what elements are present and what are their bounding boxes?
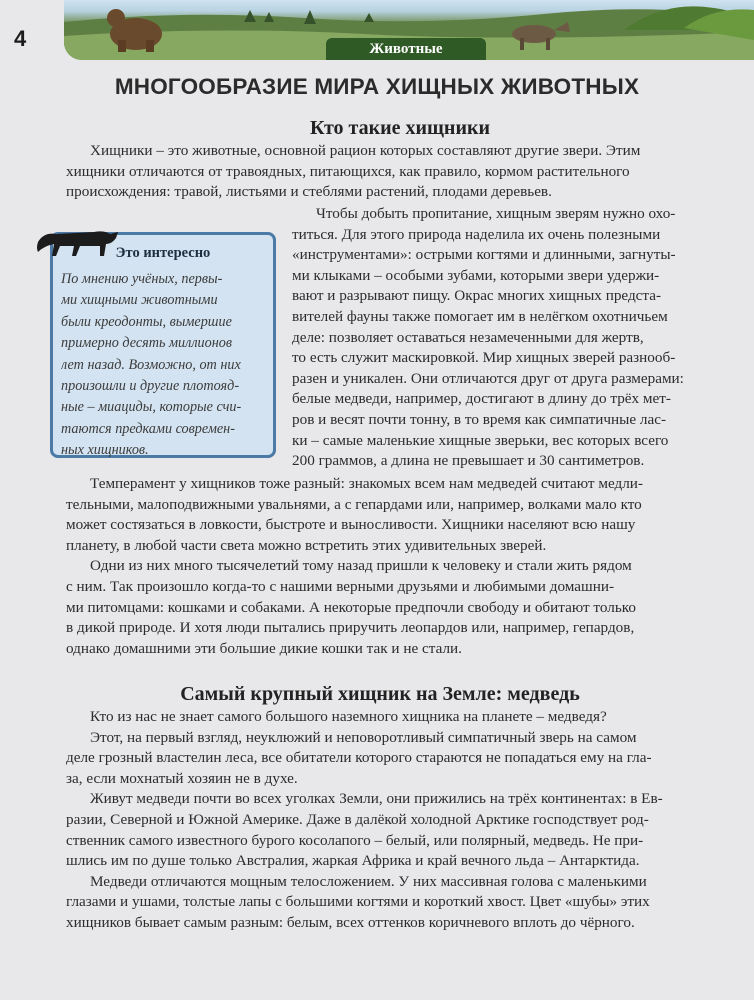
text-line: то есть служит маскировкой. Мир хищных зверей разнооб- [292,349,676,367]
text-line: лет назад. Возможно, от них [61,356,241,373]
text-line: Кто из нас не знает самого большого наземного хищника на планете – медведя? [90,708,607,725]
text-line: шлись им по душе только Австралия, жаркая Африка и край вечного льда – Антарктида. [66,852,640,870]
fact-box-title: Это интересно [115,245,211,261]
header-banner [64,0,754,60]
text-line: По мнению учёных, первы- [61,271,223,287]
text-line: ми хищными животными [61,292,218,309]
text-line: титься. Для этого природа наделила их очень полезными [292,225,661,243]
body-paragraph [66,474,740,659]
column-paragraph [292,204,740,472]
text-line: тельными, малоподвижными увальнями, а с гепардами или, например, волками мало кто [66,495,642,513]
text-line: разии, Северной и Южной Америке. Даже в далёкой холодной Арктике господствует род- [66,810,649,828]
text-line: ки – самые маленькие хищные зверьки, вес которых всего [292,431,669,449]
text-line: ных хищников. [61,442,149,459]
text-line: ми клыками – особыми зубами, которыми звери удержи- [292,266,660,284]
interesting-fact-box [50,232,276,458]
text-line: Чтобы добыть пропитание, хищным зверям нужно охо- [316,205,676,222]
text-line: в дикой природе. И хотя люди пытались приручить леопардов или, например, гепардов, [66,619,635,637]
text-line: белые медведи, например, достигают в длину до трёх мет- [292,390,671,408]
text-line: вают и разрывают пищу. Окрас многих хищных предста- [292,287,662,305]
text-line: деле грозный властелин леса, все обитатели которого стараются не попадаться ему на гла- [66,749,652,767]
section-heading-predators: Кто такие хищники [309,117,491,139]
text-line: Одни из них много тысячелетий тому назад пришли к человеку и стали жить рядом [90,557,632,575]
text-line: таются предками современ- [61,420,235,437]
intro-paragraph [66,141,740,203]
text-line: ров и весят почти тонну, в то время как симпатичные лас- [292,410,667,428]
text-line: деле: позволяет оставаться незамеченными для жертв, [292,328,644,346]
text-line: Хищники – это животные, основной рацион которых составляют другие звери. Этим [90,142,641,159]
text-line: 200 граммов, а длина не превышает и 30 сантиметров. [292,452,645,470]
text-line: произошли и другие плотояд- [61,377,240,394]
text-line: хищники отличаются от травоядных, питающихся, как правило, кормом растительного [66,162,630,180]
text-line: примерно десять миллионов [61,335,233,352]
text-line: однако домашними эти большие дикие кошки так и не стали. [66,639,462,657]
text-line: Медведи отличаются мощным телосложением. У них массивная голова с маленькими [90,872,647,890]
text-line: Живут медведи почти во всех уголках Земли, они прижились на трёх континентах: в Ев- [90,790,663,808]
bear-paragraph [66,707,740,934]
text-line: Этот, на первый взгляд, неуклюжий и неповоротливый симпатичный зверь на самом [90,728,637,746]
page-number: 4 [14,26,27,51]
text-line: Темперамент у хищников тоже разный: знакомых всем нам медведей считают медли- [90,475,643,492]
text-line: глазами и ушами, толстые лапы с большими когтями и короткий хвост. Цвет «шубы» этих [66,893,650,911]
text-line: хищников бывает самым разным: белым, всех оттенков коричневого вплоть до чёрного. [66,913,635,931]
text-line: разен и уникален. Они отличаются друг от друга размерами: [292,369,684,387]
text-line: ные – миациды, которые счи- [61,399,242,416]
section-heading-bear: Самый крупный хищник на Земле: медведь [180,683,580,705]
section-label: Животные [326,38,486,60]
text-line: «инструментами»: острыми когтями и длинными, загнуты- [292,246,676,264]
panther-silhouette-icon [34,222,122,258]
text-line: за, если мохнатый хозяин не в духе. [66,769,298,787]
text-line: ми питомцами: кошками и собаками. А некоторые предпочли свободу и обитают только [66,598,636,616]
text-line: были креодонты, вымершие [61,313,232,330]
text-line: происхождения: травой, листьями и стеблями растений, плодами деревьев. [66,183,552,201]
page-title: МНОГООБРАЗИЕ МИРА ХИЩНЫХ ЖИВОТНЫХ [114,74,640,99]
text-line: планету, в любой части света можно встретить этих удивительных зверей. [66,536,547,554]
text-line: вителей фауны также помогает им в нелёгком охотничьем [292,307,668,325]
text-line: с ним. Так произошло когда-то с нашими верными друзьями и любимыми домашни- [66,577,615,595]
text-line: ственник самого известного бурого косолапого – белый, или полярный, медведь. Не при- [66,831,644,849]
fact-box-text [61,269,267,462]
text-line: может состязаться в ловкости, быстроте и выносливости. Хищники населяют всю нашу [66,516,636,534]
